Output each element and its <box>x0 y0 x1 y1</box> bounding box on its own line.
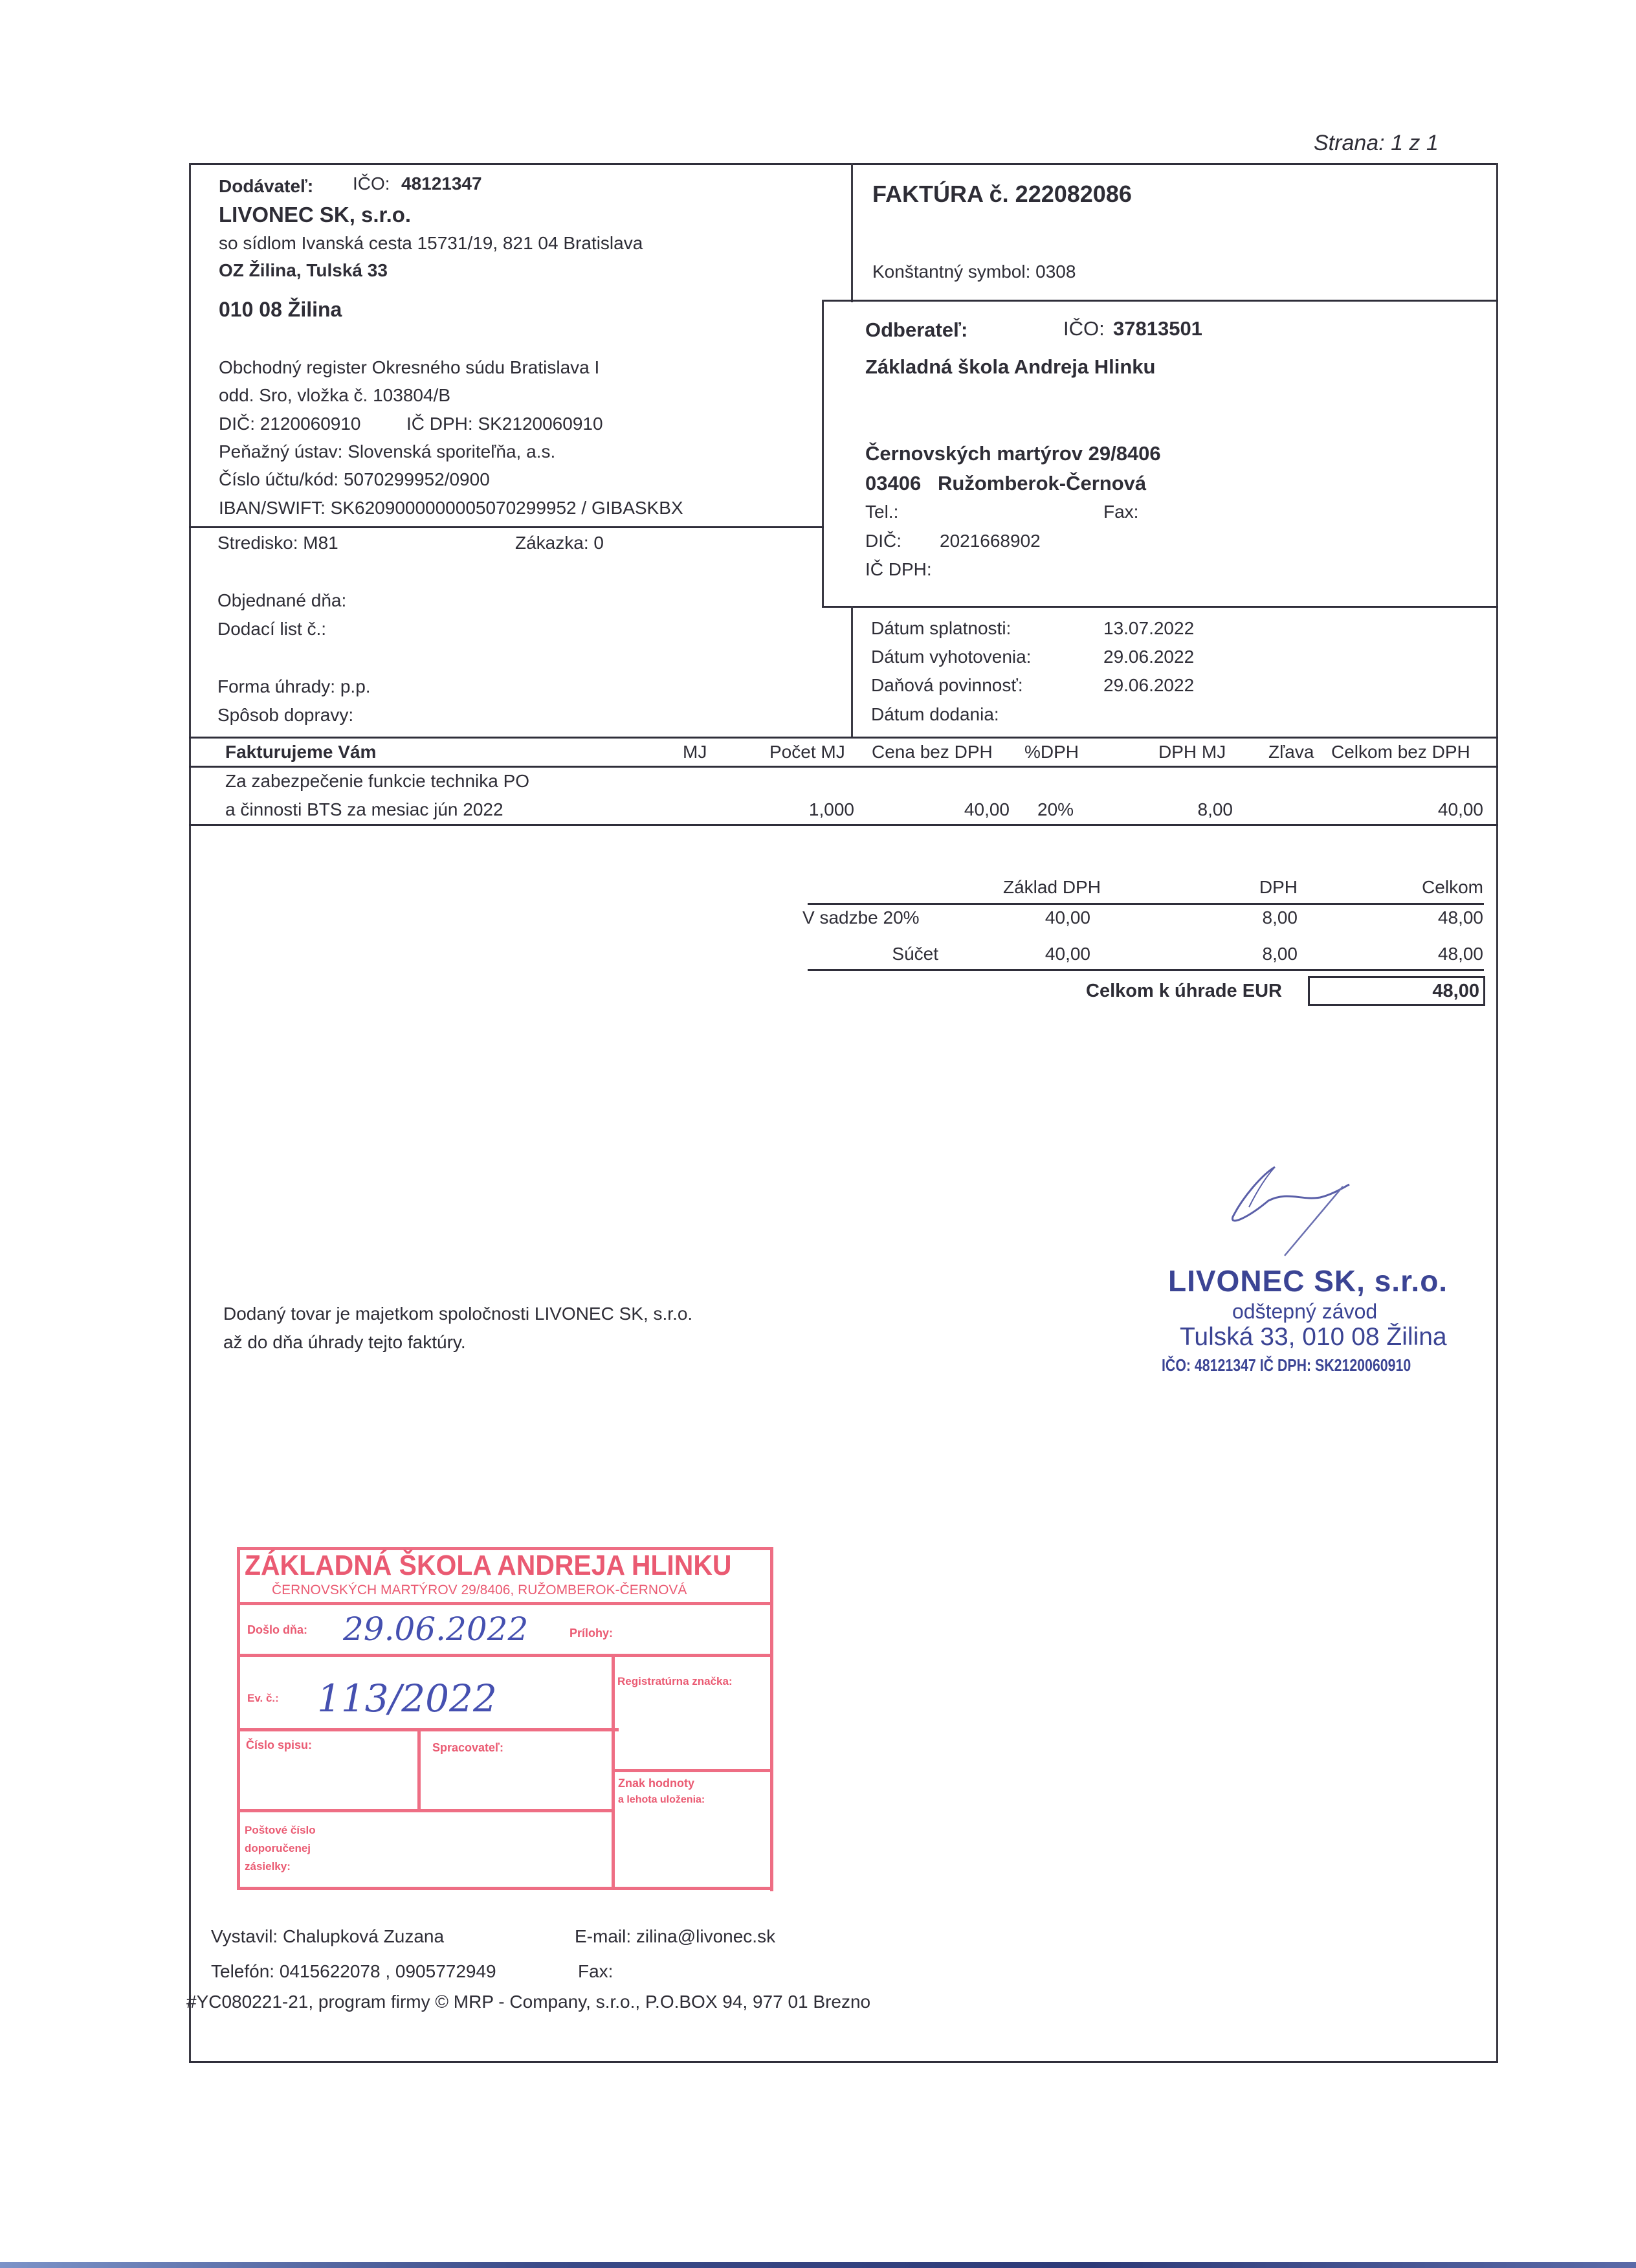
col-header-discount: Zľava <box>1268 742 1314 762</box>
forma-uhrady: Forma úhrady: p.p. <box>217 676 371 696</box>
supplier-city: 010 08 Žilina <box>219 298 342 321</box>
supplier-branch: OZ Žilina, Tulská 33 <box>219 260 388 280</box>
item-count: 1,000 <box>808 799 854 819</box>
customer-label: Odberateľ: <box>865 318 968 341</box>
objednane: Objednané dňa: <box>217 590 347 610</box>
postove-label-2: doporučenej <box>245 1842 311 1854</box>
summary-row-vat: 8,00 <box>1262 907 1298 928</box>
registry-stamp-subtitle: ČERNOVSKÝCH MARTÝROV 29/8406, RUŽOMBEROK-ČERNOVÁ <box>272 1583 687 1597</box>
summary-row-total: 48,00 <box>1437 907 1483 928</box>
stamp-line-3: Tulská 33, 010 08 Žilina <box>1180 1323 1447 1351</box>
signature-icon <box>1230 1162 1398 1259</box>
sposob-dopravy: Spôsob dopravy: <box>217 705 354 725</box>
customer-ico: 37813501 <box>1113 317 1202 340</box>
footer-phone: Telefón: 0415622078 , 0905772949 <box>211 1961 496 1981</box>
supplier-dic: DIČ: 2120060910 <box>219 414 361 434</box>
supplier-account: Číslo účtu/kód: 5070299952/0900 <box>219 469 490 489</box>
zakazka: Zákazka: 0 <box>515 533 604 553</box>
footer-email: E-mail: zilina@livonec.sk <box>575 1926 776 1946</box>
supplier-ic-dph: IČ DPH: SK2120060910 <box>406 414 603 434</box>
date-label: Daňová povinnosť: <box>871 675 1023 695</box>
item-vat-pct: 20% <box>1037 799 1074 819</box>
item-description-1: Za zabezpečenie funkcie technika PO <box>225 771 530 791</box>
customer-name: Základná škola Andreja Hlinku <box>865 355 1156 378</box>
grand-total-box <box>1308 976 1485 1006</box>
customer-fax-label: Fax: <box>1103 502 1139 522</box>
stamp-line-2: odštepný závod <box>1232 1300 1378 1323</box>
supplier-ico-label: IČO: <box>353 173 390 194</box>
date-value: 29.06.2022 <box>1103 675 1195 695</box>
summary-row-total: 48,00 <box>1437 944 1483 964</box>
supplier-register-2: odd. Sro, vložka č. 103804/B <box>219 385 450 405</box>
customer-street: Černovských martýrov 29/8406 <box>865 442 1161 465</box>
scan-edge-stripe <box>0 2262 1636 2268</box>
date-label: Dátum splatnosti: <box>871 618 1011 638</box>
ev-label: Ev. č.: <box>247 1692 279 1704</box>
date-label: Dátum vyhotovenia: <box>871 647 1032 667</box>
supplier-name: LIVONEC SK, s.r.o. <box>219 203 412 227</box>
znak-label-2: a lehota uloženia: <box>618 1794 705 1805</box>
ev-value: 113/2022 <box>317 1676 497 1720</box>
doslo-value: 29.06.2022 <box>343 1610 529 1648</box>
constant-symbol: Konštantný symbol: 0308 <box>872 261 1076 282</box>
grand-total-label: Celkom k úhrade EUR <box>1086 981 1282 1001</box>
page-indicator: Strana: 1 z 1 <box>1314 131 1439 155</box>
postove-label-1: Poštové číslo <box>245 1824 316 1836</box>
supplier-ico: 48121347 <box>401 173 482 194</box>
col-header-mj: MJ <box>683 742 707 762</box>
col-header-description: Fakturujeme Vám <box>225 742 377 762</box>
customer-city: 03406 Ružomberok-Černová <box>865 472 1147 495</box>
summary-row-label: Súčet <box>892 944 938 964</box>
summary-row-base: 40,00 <box>1045 944 1090 964</box>
registraturna-label: Registratúrna značka: <box>617 1675 733 1687</box>
postove-label-3: zásielky: <box>245 1860 291 1873</box>
summary-header-total: Celkom <box>1422 877 1483 897</box>
stamp-line-4: IČO: 48121347 IČ DPH: SK2120060910 <box>1162 1355 1411 1375</box>
stredisko: Stredisko: M81 <box>217 533 338 553</box>
customer-tel-label: Tel.: <box>865 502 899 522</box>
customer-dic: 2021668902 <box>940 531 1041 551</box>
dodaci-list: Dodací list č.: <box>217 619 327 639</box>
supplier-iban: IBAN/SWIFT: SK6209000000005070299952 / GIBASKBX <box>219 498 683 518</box>
col-header-vat-unit: DPH MJ <box>1158 742 1226 762</box>
doslo-label: Došlo dňa: <box>247 1623 307 1636</box>
issued-by: Vystavil: Chalupková Zuzana <box>211 1926 445 1946</box>
summary-row-base: 40,00 <box>1045 907 1090 928</box>
supplier-bank: Peňažný ústav: Slovenská sporiteľňa, a.s. <box>219 441 556 461</box>
customer-dic-label: DIČ: <box>865 531 901 551</box>
col-header-price: Cena bez DPH <box>872 742 993 762</box>
supplier-register-1: Obchodný register Okresného súdu Bratislava I <box>219 357 600 377</box>
summary-header-vat: DPH <box>1259 877 1298 897</box>
supplier-seat: so sídlom Ivanská cesta 15731/19, 821 04 Bratislava <box>219 233 643 253</box>
customer-ic-dph-label: IČ DPH: <box>865 559 932 579</box>
spracovatel-label: Spracovateľ: <box>432 1741 503 1754</box>
grand-total-value: 48,00 <box>1432 981 1479 1001</box>
summary-header-base: Základ DPH <box>1003 877 1101 897</box>
stamp-company-name: LIVONEC SK, s.r.o. <box>1168 1264 1448 1298</box>
date-value: 13.07.2022 <box>1103 618 1195 638</box>
registry-stamp-title: ZÁKLADNÁ ŠKOLA ANDREJA HLINKU <box>245 1550 732 1581</box>
item-description-2: a činnosti BTS za mesiac jún 2022 <box>225 799 503 819</box>
col-header-count: Počet MJ <box>769 742 845 762</box>
znak-label-1: Znak hodnoty <box>618 1777 694 1790</box>
item-total: 40,00 <box>1437 799 1483 819</box>
ownership-line-1: Dodaný tovar je majetkom spoločnosti LIVONEC SK, s.r.o. <box>223 1304 693 1324</box>
footer-fax: Fax: <box>578 1961 614 1981</box>
date-label: Dátum dodania: <box>871 704 999 724</box>
item-vat-unit: 8,00 <box>1197 799 1233 819</box>
date-value: 29.06.2022 <box>1103 647 1195 667</box>
summary-row-vat: 8,00 <box>1262 944 1298 964</box>
col-header-vat-pct: %DPH <box>1024 742 1079 762</box>
cislo-spisu-label: Číslo spisu: <box>246 1739 313 1751</box>
prilohy-label: Prílohy: <box>569 1627 614 1640</box>
item-price: 40,00 <box>964 799 1010 819</box>
customer-ico-label: IČO: <box>1063 317 1105 340</box>
col-header-total: Celkom bez DPH <box>1331 742 1470 762</box>
supplier-label: Dodávateľ: <box>219 176 314 196</box>
ownership-line-2: až do dňa úhrady tejto faktúry. <box>223 1332 466 1352</box>
invoice-title: FAKTÚRA č. 222082086 <box>872 181 1132 207</box>
footer-program: #YC080221-21, program firmy © MRP - Company, s.r.o., P.O.BOX 94, 977 01 Brezno <box>186 1992 871 2012</box>
summary-row-label: V sadzbe 20% <box>802 907 920 928</box>
